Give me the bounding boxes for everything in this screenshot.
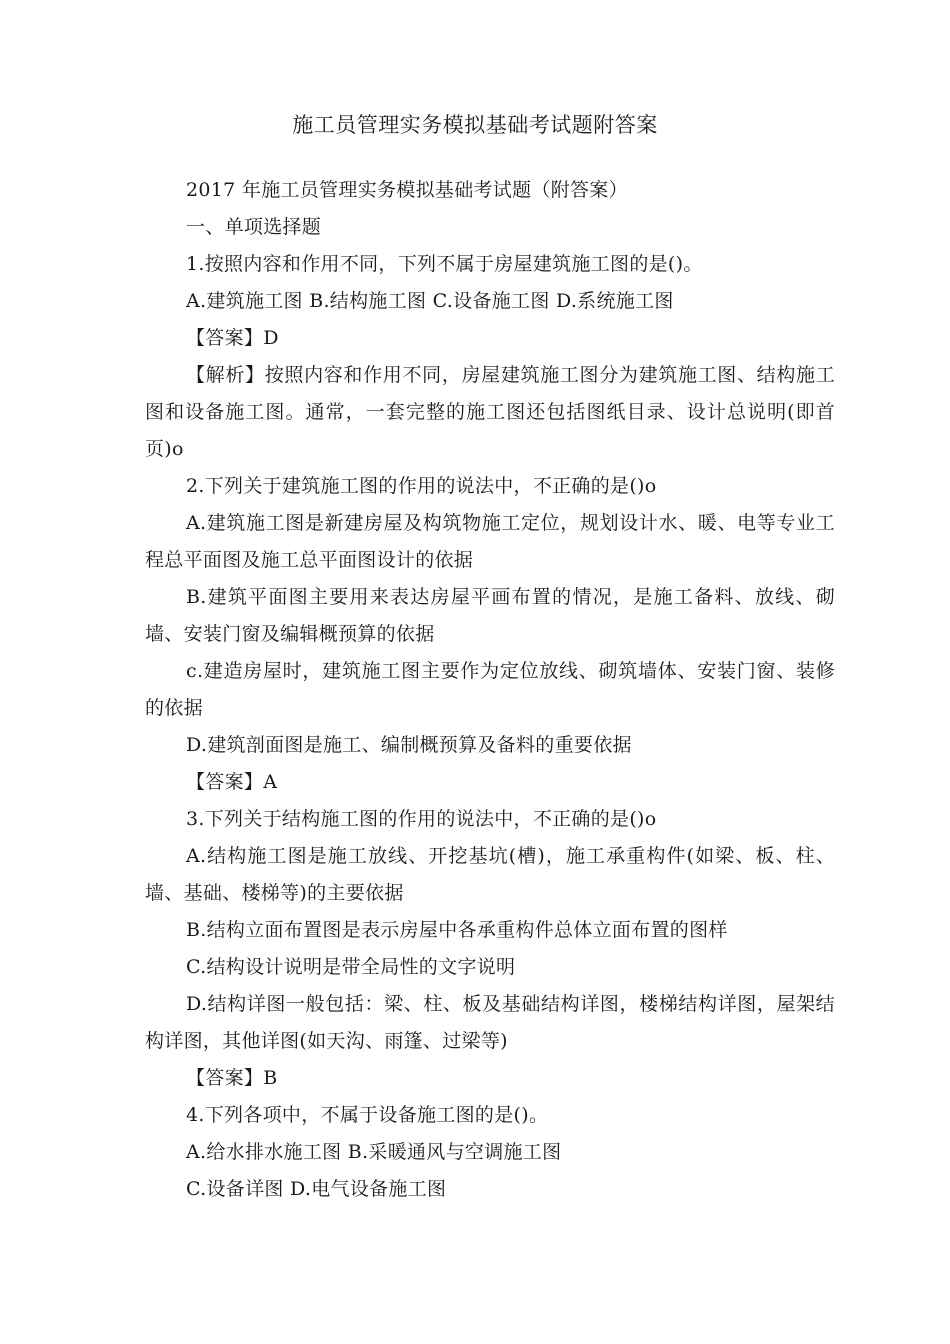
question-2-option-a: A.建筑施工图是新建房屋及构筑物施工定位，规划设计水、暖、电等专业工程总平面图及施工总平面图设计的依据 bbox=[145, 512, 835, 571]
question-1-explanation: 【解析】按照内容和作用不同，房屋建筑施工图分为建筑施工图、结构施工图和设备施工图。通常，一套完整的施工图还包括图纸目录、设计总说明(即首页)o bbox=[145, 364, 835, 460]
question-1-answer: 【答案】D bbox=[186, 327, 279, 349]
intro-heading: 2017 年施工员管理实务模拟基础考试题（附答案） bbox=[186, 179, 628, 201]
question-3-option-b: B.结构立面布置图是表示房屋中各承重构件总体立面布置的图样 bbox=[186, 919, 728, 941]
section-heading: 一、单项选择题 bbox=[186, 216, 322, 238]
question-4-options-ab: A.给水排水施工图 B.采暖通风与空调施工图 bbox=[186, 1141, 562, 1163]
question-1: 1.按照内容和作用不同，下列不属于房屋建筑施工图的是()。 bbox=[186, 253, 703, 275]
question-4: 4.下列各项中，不属于设备施工图的是()。 bbox=[186, 1104, 549, 1126]
question-3-option-a: A.结构施工图是施工放线、开挖基坑(槽)，施工承重构件(如梁、板、柱、墙、基础、楼梯等)的主要依据 bbox=[145, 845, 835, 904]
question-3-option-c: C.结构设计说明是带全局性的文字说明 bbox=[186, 956, 516, 978]
question-2: 2.下列关于建筑施工图的作用的说法中，不正确的是()o bbox=[186, 475, 657, 497]
question-3: 3.下列关于结构施工图的作用的说法中，不正确的是()o bbox=[186, 808, 657, 830]
question-3-option-d: D.结构详图一般包括：梁、柱、板及基础结构详图，楼梯结构详图，屋架结构详图，其他详图(如天沟、雨篷、过梁等) bbox=[145, 993, 835, 1052]
question-2-option-d: D.建筑剖面图是施工、编制概预算及备料的重要依据 bbox=[186, 734, 632, 756]
question-2-option-c: c.建造房屋时，建筑施工图主要作为定位放线、砌筑墙体、安装门窗、装修的依据 bbox=[145, 660, 835, 719]
question-1-options: A.建筑施工图 B.结构施工图 C.设备施工图 D.系统施工图 bbox=[186, 290, 674, 312]
question-4-options-cd: C.设备详图 D.电气设备施工图 bbox=[186, 1178, 447, 1200]
question-2-answer: 【答案】A bbox=[186, 771, 278, 793]
question-3-answer: 【答案】B bbox=[186, 1067, 278, 1089]
document-title: 施工员管理实务模拟基础考试题附答案 bbox=[292, 113, 658, 137]
document-body bbox=[145, 172, 835, 1208]
question-2-option-b: B.建筑平面图主要用来表达房屋平画布置的情况，是施工备料、放线、砌墙、安装门窗及编辑概预算的依据 bbox=[145, 586, 835, 645]
